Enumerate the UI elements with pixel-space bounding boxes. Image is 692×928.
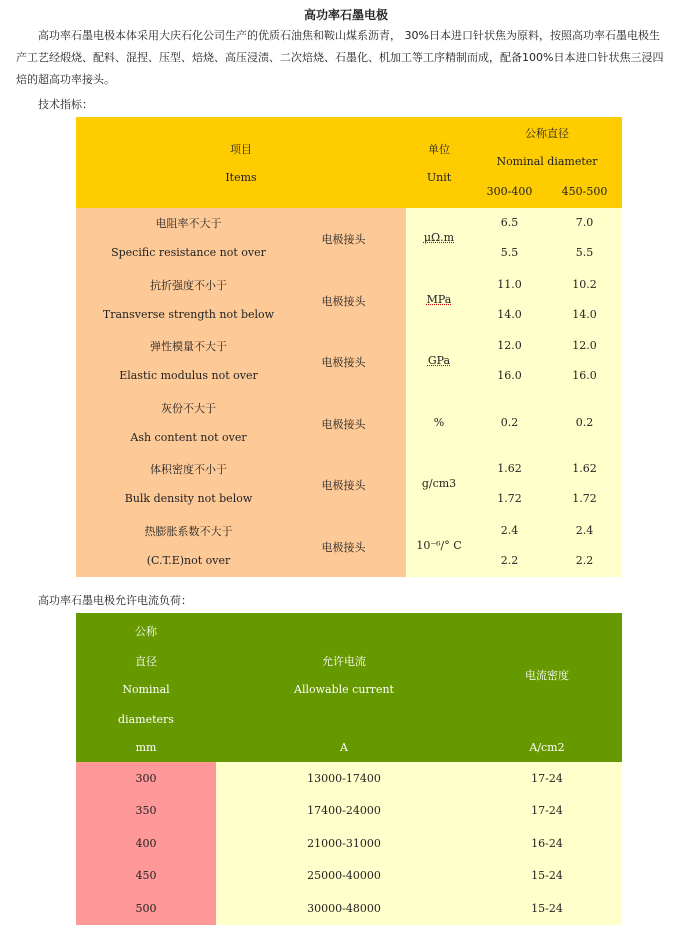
- spec-part: 电极接头: [321, 294, 366, 308]
- spec-value: 6.5: [500, 216, 519, 229]
- spec-row-left: [76, 516, 406, 578]
- current-density-cell: [472, 827, 622, 860]
- spec-value: 2.4: [500, 523, 519, 537]
- current-header: [76, 613, 622, 762]
- current-diameter-cell: [76, 892, 216, 925]
- header-diameter-en: Nominal diameter: [496, 155, 598, 168]
- spec-item-en: Ash content not over: [130, 430, 247, 444]
- spec-row-right: [406, 454, 622, 516]
- spec-part: 电极接头: [321, 356, 366, 369]
- current-diameter: 400: [135, 836, 157, 850]
- spec-item-cn: 热膨胀系数不大于: [144, 524, 233, 538]
- header-density-unit: A/cm2: [529, 741, 565, 754]
- spec-value: 1.62: [497, 462, 522, 475]
- spec-value: 16.0: [572, 369, 597, 382]
- header-current-en: Allowable current: [294, 683, 394, 696]
- spec-item-en: Elastic modulus not over: [119, 369, 258, 382]
- spec-value: 12.0: [497, 339, 522, 352]
- header-unit-en: Unit: [426, 171, 452, 184]
- current-diameter-cell: [76, 762, 216, 795]
- header-items-en: Items: [225, 171, 257, 184]
- current-diameter: 450: [135, 869, 157, 883]
- spec-unit: [406, 293, 472, 306]
- spec-unit-text: g/cm3: [421, 477, 457, 490]
- spec-value: 0.2: [575, 415, 594, 429]
- spec-row-right: [406, 516, 622, 578]
- spec-row-left: [76, 454, 406, 516]
- spec-item-cn: 弹性模量不大于: [150, 340, 227, 353]
- page-title: 高功率石墨电极: [303, 8, 388, 22]
- header-unit-cn: 单位: [428, 143, 450, 156]
- spec-item-en: Specific resistance not over: [111, 246, 266, 259]
- spec-item-cn: 抗折强度不小于: [150, 278, 227, 292]
- tech-spec-label: 技术指标：: [38, 98, 93, 111]
- current-density-cell: [472, 892, 622, 925]
- spec-part: 电极接头: [321, 417, 366, 431]
- current-allowable-cell: [216, 827, 472, 860]
- current-allowable: 25000-40000: [307, 869, 381, 883]
- header-diam-line: Nominal: [122, 683, 170, 696]
- spec-unit-text: %: [433, 415, 445, 429]
- current-diameter-cell: [76, 860, 216, 893]
- spec-value: 0.2: [500, 415, 519, 429]
- spec-item-en: Bulk density not below: [124, 492, 253, 505]
- spec-unit-text: μΩ.m: [423, 231, 455, 244]
- current-allowable: 17400-24000: [307, 804, 381, 818]
- current-allowable: 30000-48000: [307, 901, 381, 915]
- spec-item-en: Transverse strength not below: [102, 307, 275, 321]
- spec-value: 16.0: [497, 369, 522, 382]
- spec-header: [76, 117, 622, 208]
- current-diameter-cell: [76, 795, 216, 828]
- spec-unit: [406, 477, 472, 490]
- spec-unit-text: MPa: [426, 292, 452, 306]
- spec-unit: [406, 539, 472, 552]
- spec-value: 14.0: [497, 307, 522, 321]
- spec-value: 5.5: [575, 246, 594, 259]
- current-allowable-cell: [216, 860, 472, 893]
- spec-row-left: [76, 393, 406, 455]
- current-density-cell: [472, 860, 622, 893]
- spec-row-left: [76, 331, 406, 393]
- spec-row-left: [76, 208, 406, 270]
- header-diam-line: mm: [135, 741, 157, 754]
- current-diameter-cell: [76, 827, 216, 860]
- spec-part: 电极接头: [321, 479, 366, 492]
- header-density-cn: 电流密度: [525, 669, 569, 682]
- current-density: 16-24: [531, 836, 563, 850]
- header-current-unit: A: [340, 741, 348, 754]
- spec-item-cn: 灰份不大于: [161, 401, 216, 415]
- current-table: [76, 613, 622, 925]
- spec-unit-text: GPa: [427, 354, 451, 367]
- header-col-450-500: 450-500: [561, 185, 608, 198]
- spec-value: 2.4: [575, 523, 594, 537]
- spec-unit: [406, 354, 472, 367]
- current-density: 15-24: [531, 869, 563, 883]
- header-diam-line: 公称: [135, 625, 157, 638]
- current-allowable-cell: [216, 795, 472, 828]
- header-diam-line: 直径: [135, 655, 157, 668]
- current-diameter: 350: [135, 804, 157, 818]
- spec-item-cn: 电阻率不大于: [155, 217, 222, 230]
- intro-text: 高功率石墨电极本体采用大庆石化公司生产的优质石油焦和鞍山煤系沥青， 30%日本进口针状焦为原料，按照高功率石墨电极生产工艺经煅烧、配料、混捏、压型、焙烧、高压浸渍、二次焙烧、石墨化、机加工等工序精制而成，配备100%日本进口针状焦三浸四焙的超高功率接头。: [16, 29, 664, 86]
- spec-value: 1.72: [572, 492, 597, 505]
- spec-unit: [406, 231, 472, 244]
- current-load-label: 高功率石墨电极允许电流负荷：: [38, 594, 192, 607]
- spec-value: 2.2: [500, 553, 519, 567]
- current-allowable-cell: [216, 892, 472, 925]
- spec-value: 12.0: [572, 339, 597, 352]
- spec-part: 电极接头: [321, 540, 366, 554]
- spec-row-right: [406, 331, 622, 393]
- current-diameter: 500: [135, 901, 157, 915]
- spec-row-left: [76, 270, 406, 332]
- current-density: 17-24: [531, 804, 563, 818]
- spec-unit-text: 10⁻⁶/° C: [416, 538, 462, 552]
- spec-value: 2.2: [575, 553, 594, 567]
- spec-value: 14.0: [572, 307, 597, 321]
- header-diameter-cn: 公称直径: [525, 127, 569, 140]
- header-col-300-400: 300-400: [486, 185, 533, 198]
- spec-unit: [406, 416, 472, 429]
- current-diameter: 300: [135, 771, 157, 785]
- spec-row-right: [406, 270, 622, 332]
- spec-value: 7.0: [575, 216, 594, 229]
- spec-value: 1.62: [572, 462, 597, 475]
- current-allowable-cell: [216, 762, 472, 795]
- spec-row-right: [406, 393, 622, 455]
- spec-part: 电极接头: [321, 233, 366, 246]
- spec-item-en: (C.T.E)not over: [146, 553, 231, 567]
- current-density: 17-24: [531, 771, 563, 785]
- current-density-cell: [472, 762, 622, 795]
- spec-value: 10.2: [572, 277, 597, 291]
- current-allowable: 13000-17400: [307, 771, 381, 785]
- header-diam-line: diameters: [118, 713, 174, 726]
- spec-item-cn: 体积密度不小于: [150, 463, 227, 476]
- current-allowable: 21000-31000: [307, 836, 381, 850]
- current-density: 15-24: [531, 901, 563, 915]
- current-density-cell: [472, 795, 622, 828]
- header-current-cn: 允许电流: [322, 655, 366, 668]
- intro-paragraph: [16, 25, 666, 91]
- spec-value: 5.5: [500, 246, 519, 259]
- spec-row-right: [406, 208, 622, 270]
- spec-table: [76, 117, 622, 577]
- spec-value: 1.72: [497, 492, 522, 505]
- spec-value: 11.0: [497, 277, 522, 291]
- header-items-cn: 项目: [230, 143, 252, 156]
